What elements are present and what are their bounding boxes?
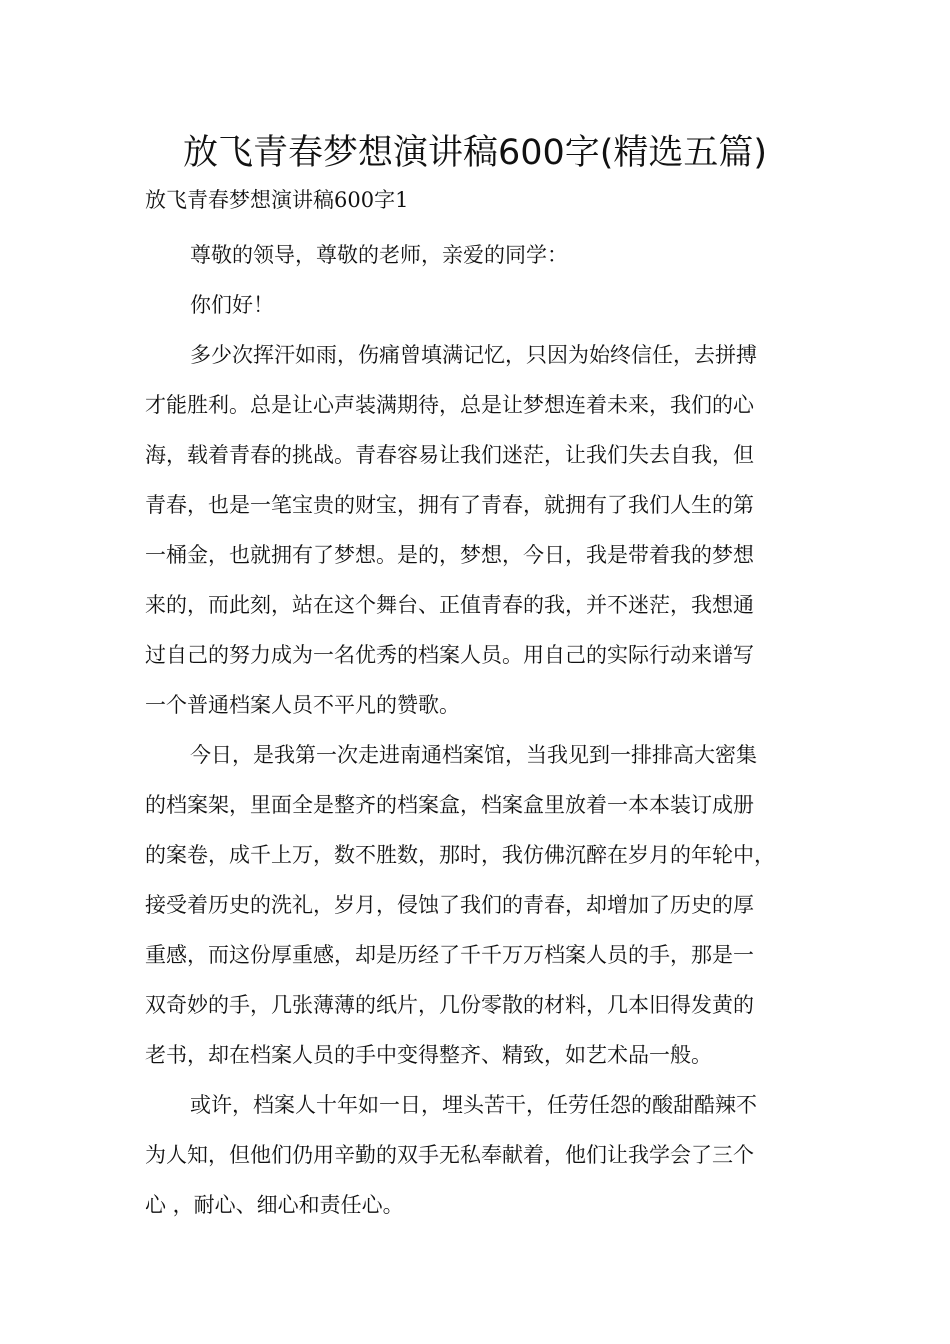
text-line: 或许，档案人十年如一日，埋头苦干，任劳任怨的酸甜酷辣不 bbox=[190, 1093, 757, 1117]
paragraph-hello bbox=[145, 280, 825, 330]
text-line: 青春，也是一笔宝贵的财宝，拥有了青春，就拥有了我们人生的第 bbox=[145, 493, 754, 517]
paragraph-dream bbox=[145, 330, 825, 730]
text-line: 过自己的努力成为一名优秀的档案人员。用自己的实际行动来谱写 bbox=[145, 643, 754, 667]
text-line: 才能胜利。总是让心声装满期待，总是让梦想连着未来，我们的心 bbox=[145, 393, 754, 417]
text-line: 心 ，耐心、细心和责任心。 bbox=[145, 1193, 404, 1217]
paragraph-greeting bbox=[145, 230, 825, 280]
text-line: 海，载着青春的挑战。青春容易让我们迷茫，让我们失去自我，但 bbox=[145, 443, 754, 467]
text-line: 多少次挥汗如雨，伤痛曾填满记忆，只因为始终信任，去拼搏 bbox=[190, 343, 757, 367]
document-title: 放飞青春梦想演讲稿600字(精选五篇) bbox=[182, 133, 768, 173]
document-body bbox=[145, 230, 825, 1230]
text-line: 尊敬的领导，尊敬的老师，亲爱的同学： bbox=[190, 243, 568, 267]
paragraph-archive-visit bbox=[145, 730, 825, 1080]
text-line: 重感，而这份厚重感，却是历经了千千万万档案人员的手，那是一 bbox=[145, 943, 754, 967]
text-line: 为人知，但他们仍用辛勤的双手无私奉献着，他们让我学会了三个 bbox=[145, 1143, 754, 1167]
text-line: 双奇妙的手，几张薄薄的纸片，几份零散的材料，几本旧得发黄的 bbox=[145, 993, 754, 1017]
section-heading: 放飞青春梦想演讲稿600字1 bbox=[145, 188, 409, 212]
paragraph-three-hearts bbox=[145, 1080, 825, 1230]
text-line: 一个普通档案人员不平凡的赞歌。 bbox=[145, 693, 460, 717]
text-line: 来的，而此刻，站在这个舞台、正值青春的我，并不迷茫，我想通 bbox=[145, 593, 754, 617]
text-line: 今日，是我第一次走进南通档案馆，当我见到一排排高大密集 bbox=[190, 743, 757, 767]
text-line: 的档案架，里面全是整齐的档案盒，档案盒里放着一本本装订成册 bbox=[145, 793, 754, 817]
text-line: 老书，却在档案人员的手中变得整齐、精致，如艺术品一般。 bbox=[145, 1043, 712, 1067]
text-line: 的案卷，成千上万，数不胜数，那时，我仿佛沉醉在岁月的年轮中， bbox=[145, 843, 775, 867]
text-line: 一桶金，也就拥有了梦想。是的，梦想，今日，我是带着我的梦想 bbox=[145, 543, 754, 567]
text-line: 接受着历史的洗礼，岁月，侵蚀了我们的青春，却增加了历史的厚 bbox=[145, 893, 754, 917]
text-line: 你们好！ bbox=[190, 293, 274, 317]
